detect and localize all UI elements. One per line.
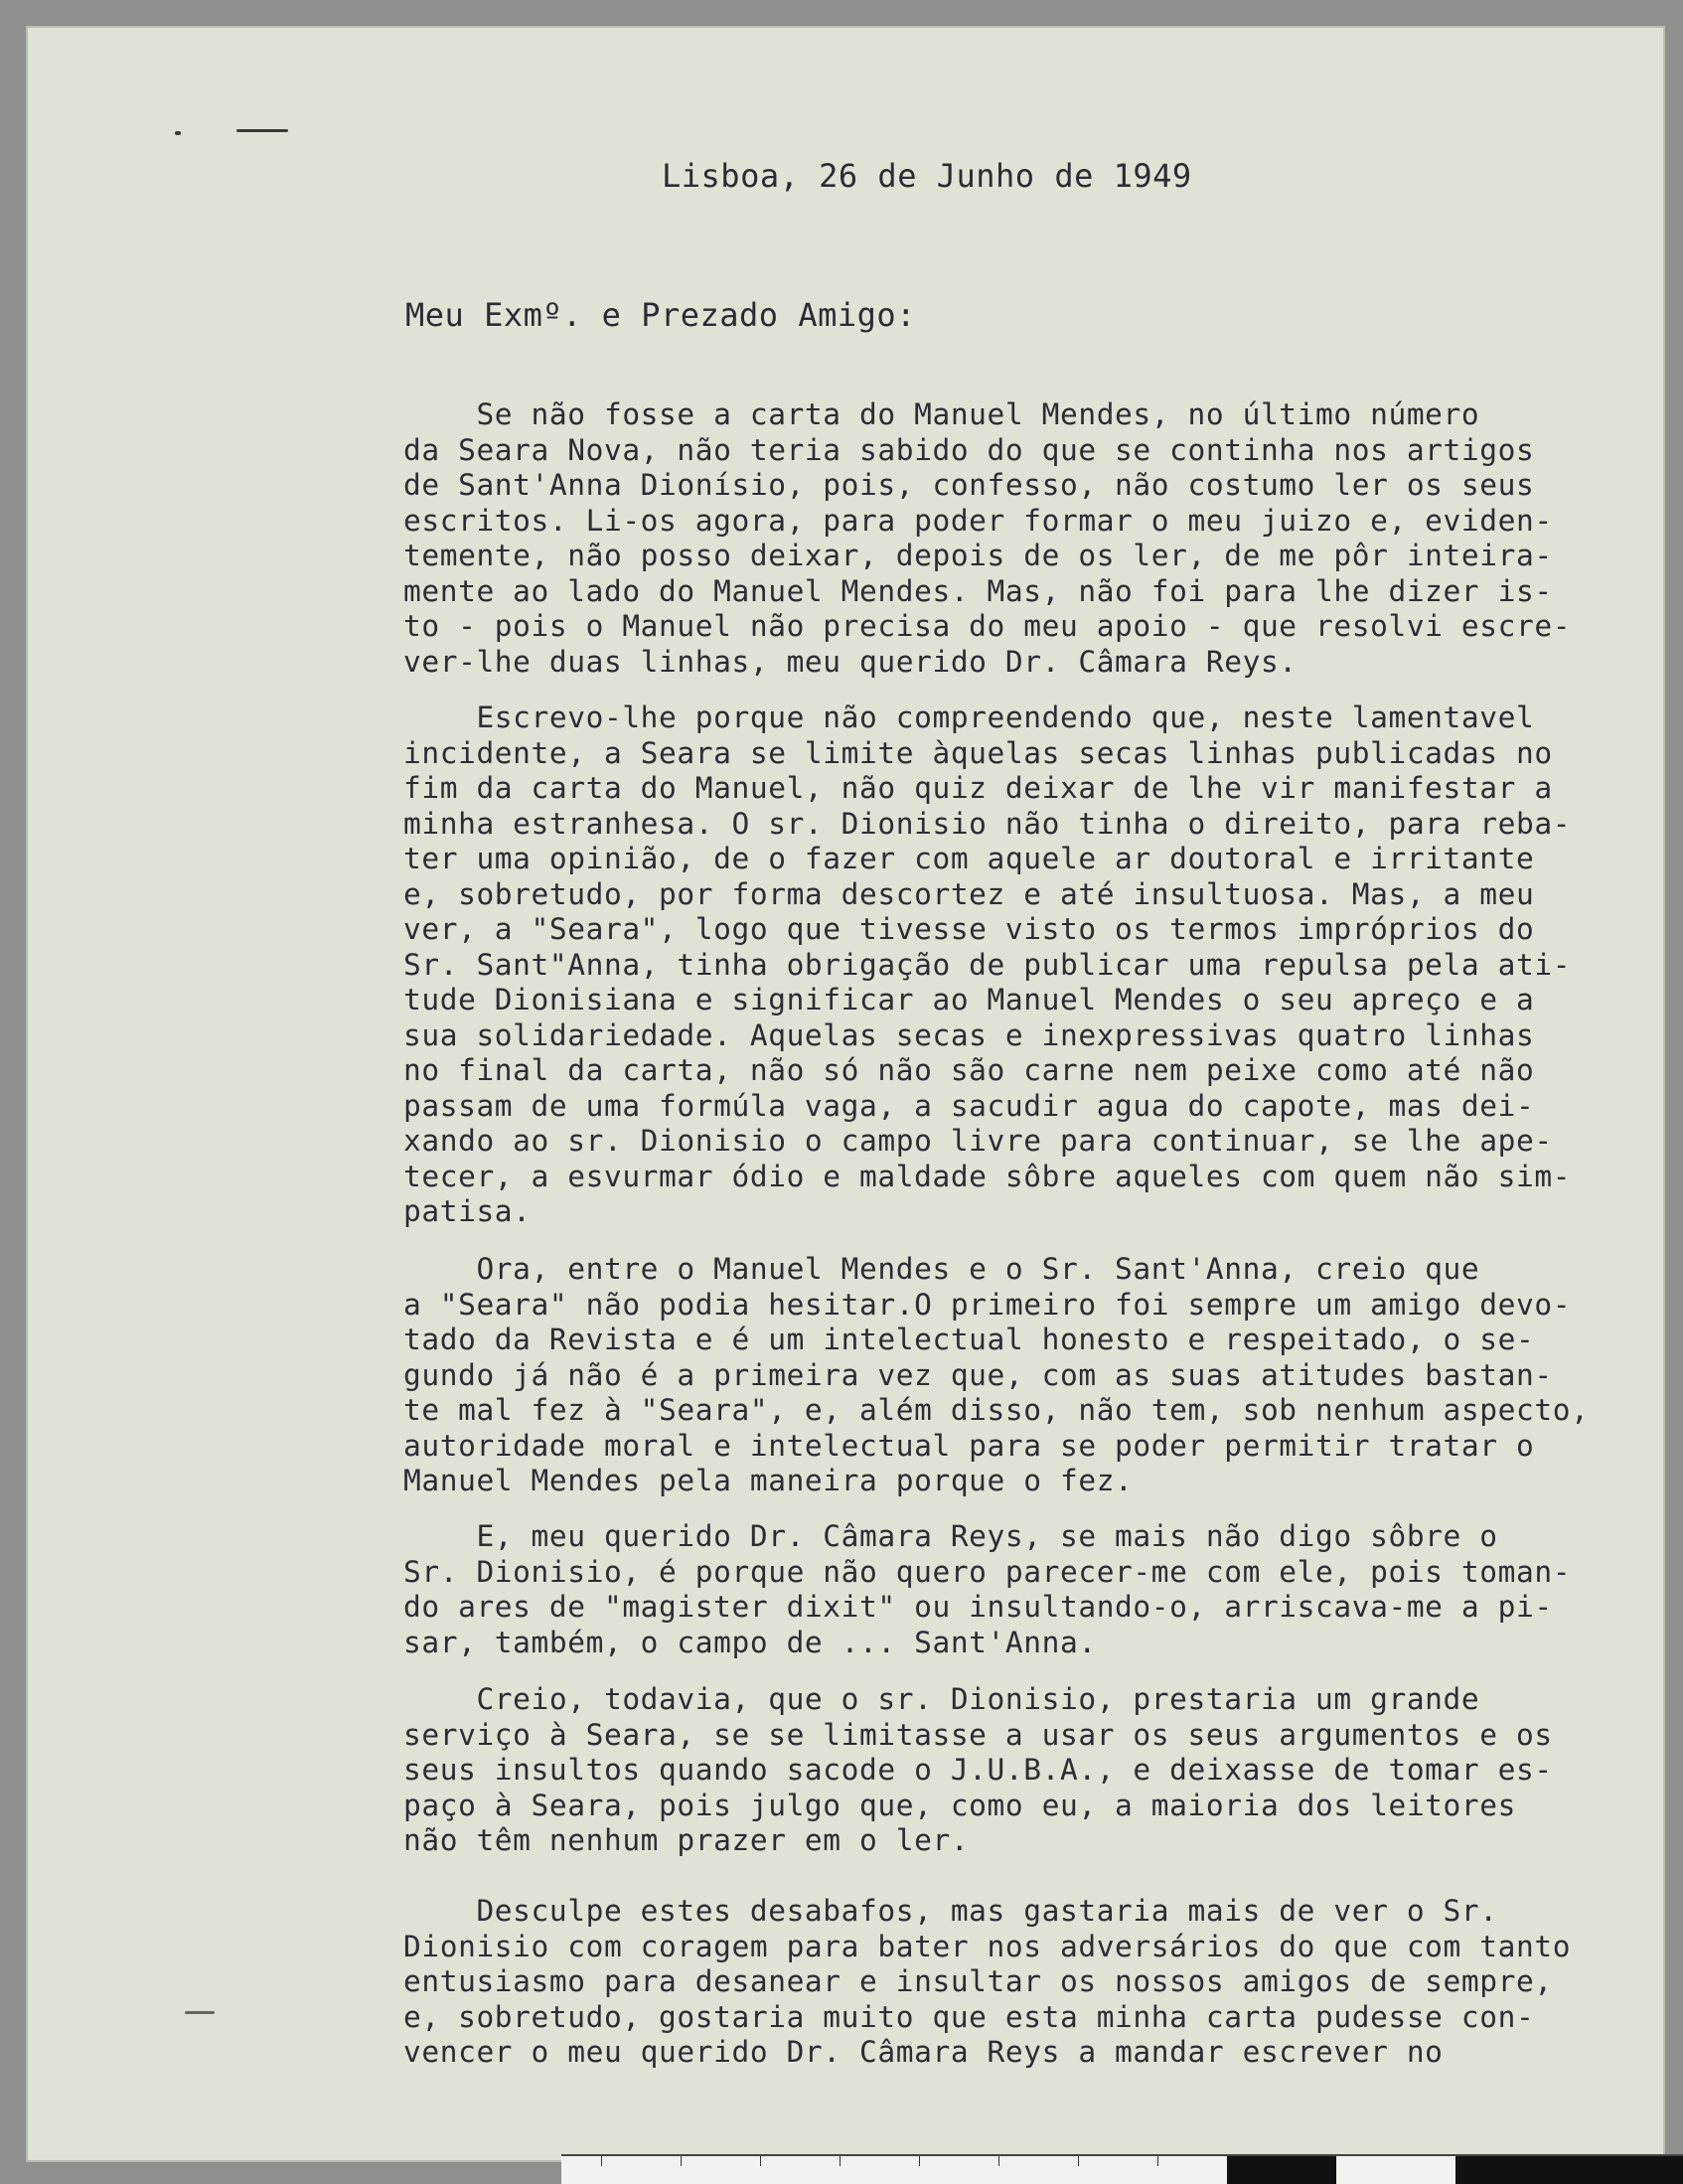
scale-tick <box>760 2156 761 2166</box>
scale-tick <box>1078 2156 1079 2166</box>
text-line: e, sobretudo, por forma descortez e até insultuosa. Mas, a meu <box>403 876 1535 911</box>
text-line: da Seara Nova, não teria sabido do que se continha nos artigos <box>403 432 1535 467</box>
text-line: fim da carta do Manuel, não quiz deixar de lhe vir manifestar a <box>403 771 1553 805</box>
measurement-scale <box>561 2154 1683 2184</box>
text-line: e, sobretudo, gostaria muito que esta minha carta pudesse con- <box>403 1999 1535 2034</box>
scale-tick <box>601 2156 602 2166</box>
text-line: paço à Seara, pois julgo que, como eu, a maioria dos leitores <box>403 1788 1516 1822</box>
text-line: tado da Revista e é um intelectual honesto e respeitado, o se- <box>403 1323 1535 1356</box>
scale-block <box>1227 2156 1336 2184</box>
paragraph-2 <box>403 701 1683 1230</box>
paragraph-4 <box>403 1519 1683 1660</box>
text-line: patisa. <box>403 1194 532 1228</box>
text-line: Sr. Dionisio, é porque não quero parecer-me com ele, pois toman- <box>403 1554 1572 1589</box>
text-line: sar, também, o campo de ... Sant'Anna. <box>403 1625 1097 1659</box>
text-line: to - pois o Manuel não precisa do meu apoio - que resolvi escre- <box>403 609 1572 643</box>
text-line: Desculpe estes desabafos, mas gastaria mais de ver o Sr. <box>403 1894 1498 1928</box>
text-line: sua solidariedade. Aquelas secas e inexpressivas quatro linhas <box>403 1017 1535 1052</box>
text-line: Dionisio com coragem para bater nos adversários do que com tanto <box>403 1929 1572 1963</box>
text-line: a "Seara" não podia hesitar.O primeiro foi sempre um amigo devo- <box>403 1287 1572 1322</box>
text-line: Escrevo-lhe porque não compreendendo que, neste lamentavel <box>403 701 1535 734</box>
text-line: escritos. Li-os agora, para poder formar o meu juizo e, eviden- <box>403 503 1553 538</box>
text-line: do ares de "magister dixit" ou insultando-o, arriscava-me a pi- <box>403 1590 1553 1624</box>
paragraph-6 <box>403 1894 1683 2071</box>
text-line: passam de uma formúla vaga, a sacudir agua do capote, mas dei- <box>403 1088 1535 1123</box>
text-line: de Sant'Anna Dionísio, pois, confesso, não costumo ler os seus <box>403 468 1535 502</box>
text-line: mente ao lado do Manuel Mendes. Mas, não foi para lhe dizer is- <box>403 573 1553 608</box>
scale-tick <box>919 2156 920 2166</box>
punch-mark-top-dash <box>236 129 288 132</box>
text-line: temente, não posso deixar, depois de os ler, de me pôr inteira- <box>403 539 1553 572</box>
scale-tick <box>681 2156 682 2166</box>
text-line: E, meu querido Dr. Câmara Reys, se mais não digo sôbre o <box>403 1519 1498 1553</box>
text-line: tude Dionisiana e significar ao Manuel Mendes o seu apreço e a <box>403 983 1535 1016</box>
scale-tick <box>1157 2156 1158 2166</box>
text-line: Se não fosse a carta do Manuel Mendes, no último número <box>403 397 1480 431</box>
text-line: Sr. Sant"Anna, tinha obrigação de publicar uma repulsa pela ati- <box>403 947 1572 982</box>
text-line: xando ao sr. Dionisio o campo livre para continuar, se lhe ape- <box>403 1124 1553 1158</box>
text-line: serviço à Seara, se se limitasse a usar os seus argumentos e os <box>403 1717 1553 1752</box>
text-line: Manuel Mendes pela maneira porque o fez. <box>403 1464 1134 1497</box>
punch-mark-top <box>175 131 181 135</box>
scale-tick <box>998 2156 999 2166</box>
text-line: ver, a "Seara", logo que tivesse visto os termos impróprios do <box>403 912 1535 946</box>
paragraph-3 <box>403 1252 1683 1499</box>
text-line: incidente, a Seara se limite àquelas secas linhas publicadas no <box>403 735 1553 770</box>
scale-block <box>1455 2156 1683 2184</box>
paragraph-1 <box>403 397 1683 680</box>
text-line: vencer o meu querido Dr. Câmara Reys a mandar escrever no <box>403 2035 1444 2069</box>
text-line: tecer, a esvurmar ódio e maldade sôbre aqueles com quem não sim- <box>403 1159 1572 1193</box>
text-line: Ora, entre o Manuel Mendes e o Sr. Sant'Anna, creio que <box>403 1252 1480 1286</box>
text-line: ver-lhe duas linhas, meu querido Dr. Câmara Reys. <box>403 644 1298 679</box>
scale-tick <box>840 2156 841 2166</box>
text-line: gundo já não é a primeira vez que, com as suas atitudes bastan- <box>403 1357 1553 1392</box>
text-line: minha estranhesa. O sr. Dionisio não tinha o direito, para reba- <box>403 806 1572 841</box>
text-line: ter uma opinião, de o fazer com aquele ar doutoral e irritante <box>403 842 1535 875</box>
text-line: te mal fez à "Seara", e, além disso, não tem, sob nenhum aspecto, <box>403 1393 1590 1427</box>
letter-salutation: Meu Exmº. e Prezado Amigo: <box>405 296 916 334</box>
text-line: autoridade moral e intelectual para se poder permitir tratar o <box>403 1428 1535 1463</box>
text-line: no final da carta, não só não são carne nem peixe como até não <box>403 1053 1535 1087</box>
letter-date: Lisboa, 26 de Junho de 1949 <box>662 157 1192 195</box>
punch-mark-bottom <box>185 2011 215 2014</box>
text-line: Creio, todavia, que o sr. Dionisio, prestaria um grande <box>403 1682 1480 1716</box>
text-line: entusiasmo para desanear e insultar os nossos amigos de sempre, <box>403 1964 1553 1998</box>
paragraph-5 <box>403 1682 1683 1859</box>
text-line: seus insultos quando sacode o J.U.B.A., e deixasse de tomar es- <box>403 1753 1553 1787</box>
letter-page <box>26 26 1665 2162</box>
text-line: não têm nenhum prazer em o ler. <box>403 1823 970 1857</box>
